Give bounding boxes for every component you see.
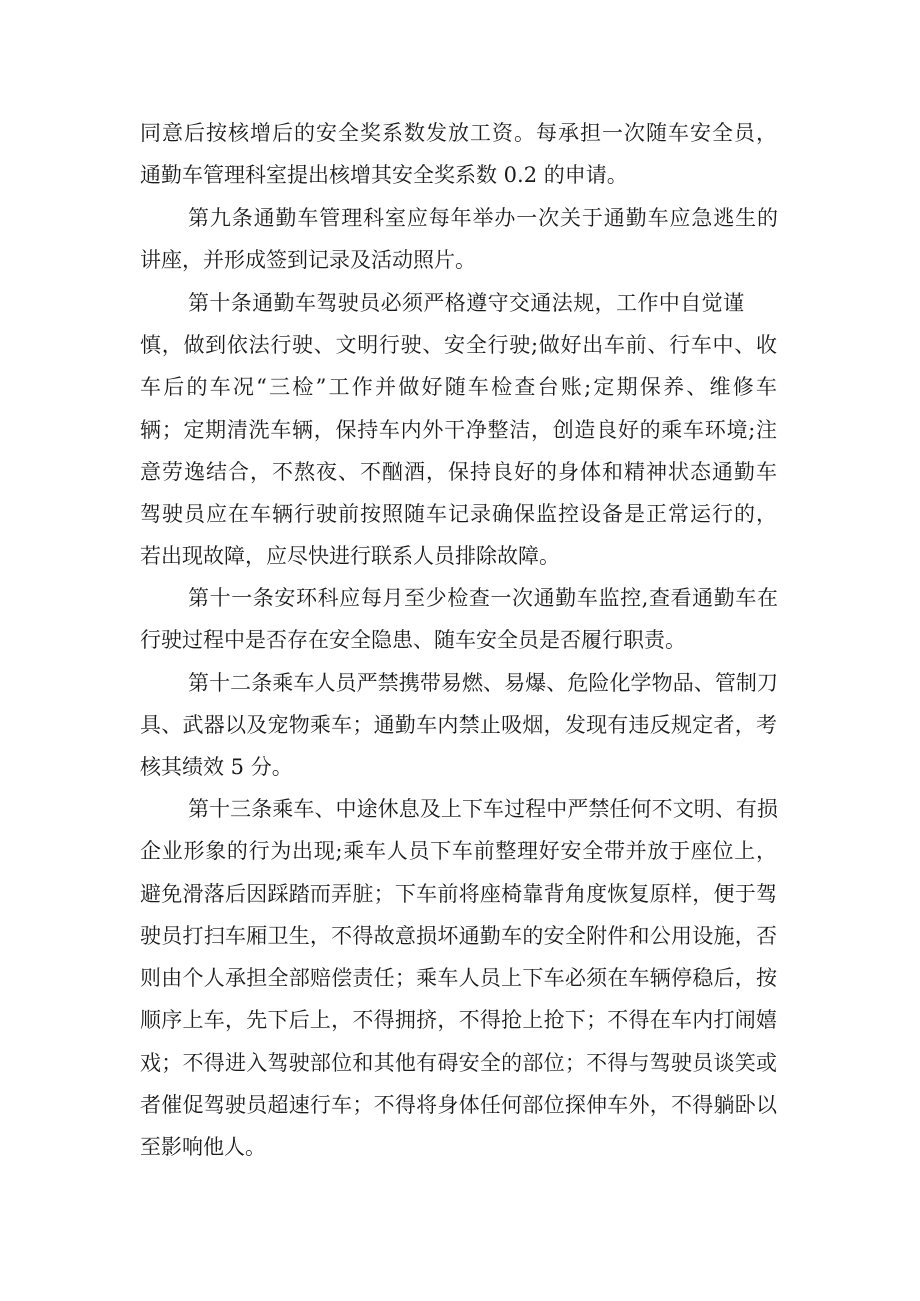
text-line: 者催促驾驶员超速行车；不得将身体任何部位探伸车外，不得躺卧以 (140, 1093, 777, 1117)
text-line: 第九条通勤车管理科室应每年举办一次关于通勤车应急逃生的 (188, 206, 778, 230)
text-line: 行驶过程中是否存在安全隐患、随车安全员是否履行职责。 (140, 628, 686, 652)
text-line: 若出现故障，应尽快进行联系人员排除故障。 (140, 544, 560, 568)
text-line: 讲座，并形成签到记录及活动照片。 (140, 248, 476, 272)
text-line: 核其绩效 5 分。 (140, 755, 293, 779)
text-line: 意劳逸结合，不熬夜、不酗酒，保持良好的身体和精神状态通勤车 (140, 460, 777, 484)
text-line: 车后的车况“三检”工作并做好随车检查台账;定期保养、维修车 (140, 375, 777, 399)
text-line: 驾驶员应在车辆行驶前按照随车记录确保监控设备是正常运行的， (140, 502, 777, 526)
text-line: 顺序上车，先下后上，不得拥挤，不得抢上抢下；不得在车内打闹嬉 (140, 1008, 777, 1032)
text-line: 第十二条乘车人员严禁携带易燃、易爆、危险化学物品、管制刀 (188, 671, 778, 695)
text-line: 慎，做到依法行驶、文明行驶、安全行驶;做好出车前、行车中、收 (140, 333, 777, 357)
text-line: 通勤车管理科室提出核增其安全奖系数 0.2 的申请。 (140, 163, 628, 187)
text-line: 第十一条安环科应每月至少检查一次通勤车监控,查看通勤车在 (188, 586, 778, 610)
text-line: 则由个人承担全部赔偿责任；乘车人员上下车必须在车辆停稳后，按 (140, 966, 777, 990)
text-line: 企业形象的行为出现;乘车人员下车前整理好安全带并放于座位上， (140, 839, 777, 863)
text-line: 第十条通勤车驾驶员必须严格遵守交通法规，工作中自觉谨 (188, 291, 744, 315)
text-line: 辆；定期清洗车辆，保持车内外干净整洁，创造良好的乘车环境;注 (140, 418, 777, 442)
text-line: 第十三条乘车、中途休息及上下车过程中严禁任何不文明、有损 (188, 797, 778, 821)
text-line: 避免滑落后因踩踏而弄脏；下车前将座椅靠背角度恢复原样，便于驾 (140, 882, 777, 906)
text-line: 至影响他人。 (140, 1135, 266, 1159)
text-line: 具、武器以及宠物乘车；通勤车内禁止吸烟，发现有违反规定者，考 (140, 713, 777, 737)
text-line: 戏；不得进入驾驶部位和其他有碍安全的部位；不得与驾驶员谈笑或 (140, 1051, 777, 1075)
text-line: 同意后按核增后的安全奖系数发放工资。每承担一次随车安全员， (140, 121, 777, 145)
text-line: 驶员打扫车厢卫生，不得故意损坏通勤车的安全附件和公用设施，否 (140, 924, 777, 948)
